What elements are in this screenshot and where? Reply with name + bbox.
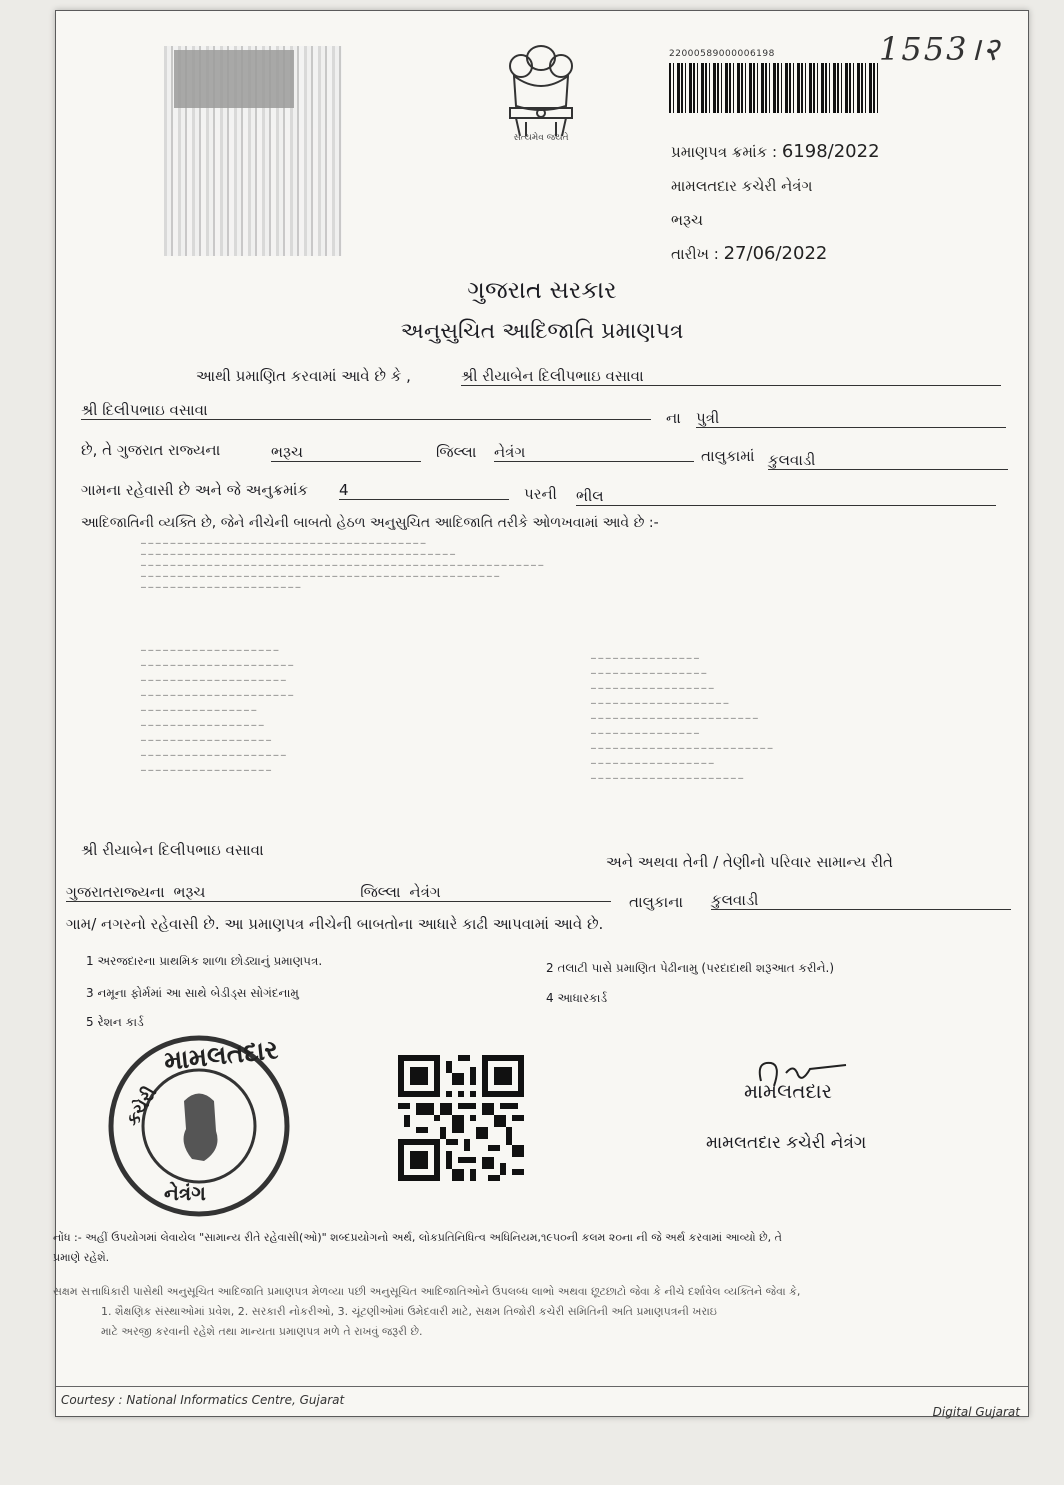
- residence-state-row: [66, 883, 611, 902]
- applicant-photo: [164, 46, 342, 256]
- tribe-statement: આદિજાતિની વ્યક્તિ છે, જેને નીચેની બાબતો હેઠળ અનુસુચિત આદિજાતિ તરીકે ઓળખવામાં આવે છે :-: [81, 515, 659, 531]
- district-label: જિલ્લા: [436, 443, 477, 461]
- note-1b: પ્રમાણે રહેશે.: [53, 1251, 110, 1264]
- certificate-number: 6198/2022: [781, 141, 880, 162]
- signature-text: મામલતદાર: [744, 1079, 832, 1103]
- signatory-office: મામલતદાર કચેરી નેત્રંગ: [706, 1133, 867, 1153]
- tribe: ભીલ: [576, 487, 996, 506]
- stamp-top-text: મામલતદાર: [162, 1035, 280, 1077]
- residence-state: ગુજરાતરાજ્યના: [66, 883, 165, 901]
- issuing-office: મામલતદાર કચેરી નેત્રંગ: [671, 177, 813, 195]
- entry-label: પરની: [524, 485, 557, 503]
- district: ભરૂચ: [271, 443, 421, 462]
- certificate-sheet: [55, 10, 1029, 1417]
- residence-taluka-label: તાલુકાના: [629, 893, 684, 911]
- footer-courtesy: Courtesy : National Informatics Centre, Gujarat: [61, 1393, 345, 1407]
- parent-name: શ્રી દિલીપભાઇ વસાવા: [81, 401, 651, 420]
- district-place: નેત્રંગ: [494, 443, 694, 462]
- serial-number: 22000589000006198: [669, 49, 775, 59]
- issue-date: 27/06/2022: [723, 243, 828, 264]
- certificate-number-row: [671, 141, 880, 162]
- qr-code: [398, 1054, 524, 1182]
- residence-suffix: અને અથવા તેની / તેણીનો પરિવાર સામાન્ય રીતે: [606, 853, 893, 871]
- note-2: સક્ષમ સત્તાધિકારી પાસેથી અનુસૂચિત આદિજાતિ પ્રમાણપત્ર મેળવ્યા પછી અનુસૂચિત આદિજાતિઓને ઉપલબ્ધ લાભો અથવા છૂટછાટો જેવા કે નીચે દર્શાવેલ વ્યક્તિને જેવા કે,: [53, 1285, 801, 1298]
- note-4: માટે અરજી કરવાની રહેશે તથા માન્યતા પ્રમાણપત્ર મળે તે રાખવું જરૂરી છે.: [101, 1325, 423, 1338]
- document-4: 4 આધારકાર્ડ: [546, 991, 608, 1005]
- note-3: 1. શૈક્ષણિક સંસ્થાઓમાં પ્રવેશ, 2. સરકારી નોકરીઓ, 3. ચૂંટણીઓમાં ઉમેદવારી માટે, સક્ષમ તિજોરી કચેરી સમિતિની અતિ પ્રમાણપત્રની ખરાઇ: [101, 1305, 717, 1318]
- issue-basis-line: ગામ/ નગરનો રહેવાસી છે. આ પ્રમાણપત્ર નીચેની બાબતોના આધારે કાઢી આપવામાં આવે છે.: [66, 915, 604, 933]
- residence-name: શ્રી રીયાબેન દિલીપભાઇ વસાવા: [81, 841, 264, 859]
- residence-place: નેત્રંગ: [409, 883, 441, 901]
- note-1: નોંધ :- અહીં ઉપયોગમાં લેવાયેલ "સામાન્ય રીતે રહેવાસી(ઓ)" શબ્દપ્રયોગનો અર્થ, લોકપ્રતિનિધિત્વ અધિનિયમ,૧૯૫૦ની કલમ ૨૦ના ની જે અર્થ કરવામાં આવ્યો છે, તે: [53, 1231, 782, 1244]
- intro-text: આથી પ્રમાણિત કરવામાં આવે છે કે ,: [196, 367, 411, 385]
- document-5: 5 રેશન કાર્ડ: [86, 1015, 144, 1029]
- barcode: [669, 63, 881, 113]
- relation-prefix: ના: [666, 409, 681, 427]
- residence-village: કુલવાડી: [711, 891, 1011, 910]
- footer-brand: Digital Gujarat: [932, 1405, 1020, 1419]
- serial-line-label: ગામના રહેવાસી છે અને જે અનુક્રમાંક: [81, 481, 309, 499]
- emblem-caption: સત્યમેવ જયતે: [513, 133, 569, 143]
- document-2: 2 તલાટી પાસે પ્રમાણિત પેઢીનામુ (પરદાદાથી શરૂઆત કરીને.): [546, 961, 835, 975]
- document-3: 3 નમૂના ફોર્મમાં આ સાથે બેડીડ્સ સોગંદનામુ: [86, 986, 299, 1000]
- stamp-bottom-text: નેત્રંગ: [164, 1181, 206, 1205]
- date-label: તારીખ :: [671, 245, 719, 263]
- legal-reference-right: ─ ─ ─ ─ ─ ─ ─ ─ ─ ─ ─ ─ ─ ─ ─ ─ ─ ─ ─ ─ ─ ─ ─ ─ ─ ─ ─ ─ ─ ─ ─ ─ ─ ─ ─ ─ ─ ─ ─ ─ ─ ─ ─ ─ ─ ─ ─ ─ ─ ─ ─ ─ ─ ─ ─ ─ ─ ─ ─ ─ ─ ─ ─ ─ ─ ─ ─ ─ ─ ─ ─ ─ ─ ─ ─ ─ ─ ─ ─ ─ ─ ─ ─ ─ ─ ─ ─ ─ ─ ─ ─ ─ ─ ─ ─ ─ ─ ─ ─ ─ ─ ─ ─ ─ ─ ─ ─ ─ ─ ─ ─ ─ ─ ─ ─ ─ ─ ─ ─ ─ ─ ─ ─ ─ ─ ─ ─ ─ ─ ─ ─ ─ ─ ─ ─ ─ ─ ─ ─ ─ ─ ─ ─ ─ ─ ─ ─ ─ ─ ─ ─ ─ ─ ─ ─ ─ ─ ─ ─ ─ ─ ─ ─ ─ ─ ─ ─ ─: [591, 654, 773, 783]
- village: કુલવાડી: [768, 451, 1008, 470]
- applicant-name: શ્રી રીયાબેન દિલીપભાઇ વસાવા: [461, 367, 1001, 386]
- residence-district-label: જિલ્લા: [360, 883, 401, 901]
- certificate-number-label: પ્રમાણપત્ર ક્રમાંક :: [671, 143, 778, 161]
- legal-reference-left: ─ ─ ─ ─ ─ ─ ─ ─ ─ ─ ─ ─ ─ ─ ─ ─ ─ ─ ─ ─ ─ ─ ─ ─ ─ ─ ─ ─ ─ ─ ─ ─ ─ ─ ─ ─ ─ ─ ─ ─ ─ ─ ─ ─ ─ ─ ─ ─ ─ ─ ─ ─ ─ ─ ─ ─ ─ ─ ─ ─ ─ ─ ─ ─ ─ ─ ─ ─ ─ ─ ─ ─ ─ ─ ─ ─ ─ ─ ─ ─ ─ ─ ─ ─ ─ ─ ─ ─ ─ ─ ─ ─ ─ ─ ─ ─ ─ ─ ─ ─ ─ ─ ─ ─ ─ ─ ─ ─ ─ ─ ─ ─ ─ ─ ─ ─ ─ ─ ─ ─ ─ ─ ─ ─ ─ ─ ─ ─ ─ ─ ─ ─ ─ ─ ─ ─ ─ ─ ─ ─ ─ ─ ─ ─ ─ ─ ─ ─ ─ ─ ─ ─ ─ ─ ─ ─ ─ ─ ─ ─ ─ ─ ─ ─ ─ ─ ─ ─ ─ ─: [141, 646, 294, 775]
- state-label: છે, તે ગુજરાત રાજ્યના: [81, 441, 221, 459]
- legal-reference-block: ─ ─ ─ ─ ─ ─ ─ ─ ─ ─ ─ ─ ─ ─ ─ ─ ─ ─ ─ ─ ─ ─ ─ ─ ─ ─ ─ ─ ─ ─ ─ ─ ─ ─ ─ ─ ─ ─ ─ ─ ─ ─ ─ ─ ─ ─ ─ ─ ─ ─ ─ ─ ─ ─ ─ ─ ─ ─ ─ ─ ─ ─ ─ ─ ─ ─ ─ ─ ─ ─ ─ ─ ─ ─ ─ ─ ─ ─ ─ ─ ─ ─ ─ ─ ─ ─ ─ ─ ─ ─ ─ ─ ─ ─ ─ ─ ─ ─ ─ ─ ─ ─ ─ ─ ─ ─ ─ ─ ─ ─ ─ ─ ─ ─ ─ ─ ─ ─ ─ ─ ─ ─ ─ ─ ─ ─ ─ ─ ─ ─ ─ ─ ─ ─ ─ ─ ─ ─ ─ ─ ─ ─ ─ ─ ─ ─ ─ ─ ─ ─ ─ ─ ─ ─ ─ ─ ─ ─ ─ ─ ─ ─ ─ ─ ─ ─ ─ ─ ─ ─ ─ ─ ─ ─ ─ ─ ─ ─ ─ ─ ─ ─ ─ ─ ─ ─ ─ ─ ─ ─ ─ ─ ─ ─ ─ ─ ─ ─ ─ ─ ─ ─ ─ ─ ─ ─ ─ ─: [141, 539, 544, 592]
- taluka-label: તાલુકામાં: [701, 447, 755, 465]
- date-row: [671, 243, 827, 264]
- stamp-left-text: કચેરી: [122, 1083, 162, 1130]
- issuing-district: ભરૂચ: [671, 211, 703, 229]
- relation: પુત્રી: [696, 409, 1006, 428]
- handwritten-number: 1553।२: [879, 30, 1002, 68]
- residence-district: ભરૂચ: [173, 883, 206, 901]
- schedule-serial: 4: [339, 481, 509, 500]
- footer-divider: [56, 1386, 1028, 1387]
- government-title: ગુજરાત સરકાર: [467, 276, 617, 304]
- certificate-title: અનુસુચિત આદિજાતિ પ્રમાણપત્ર: [400, 319, 684, 344]
- document-1: 1 અરજદારના પ્રાથમિક શાળા છોડ્યાનું પ્રમાણપત્ર.: [86, 954, 323, 968]
